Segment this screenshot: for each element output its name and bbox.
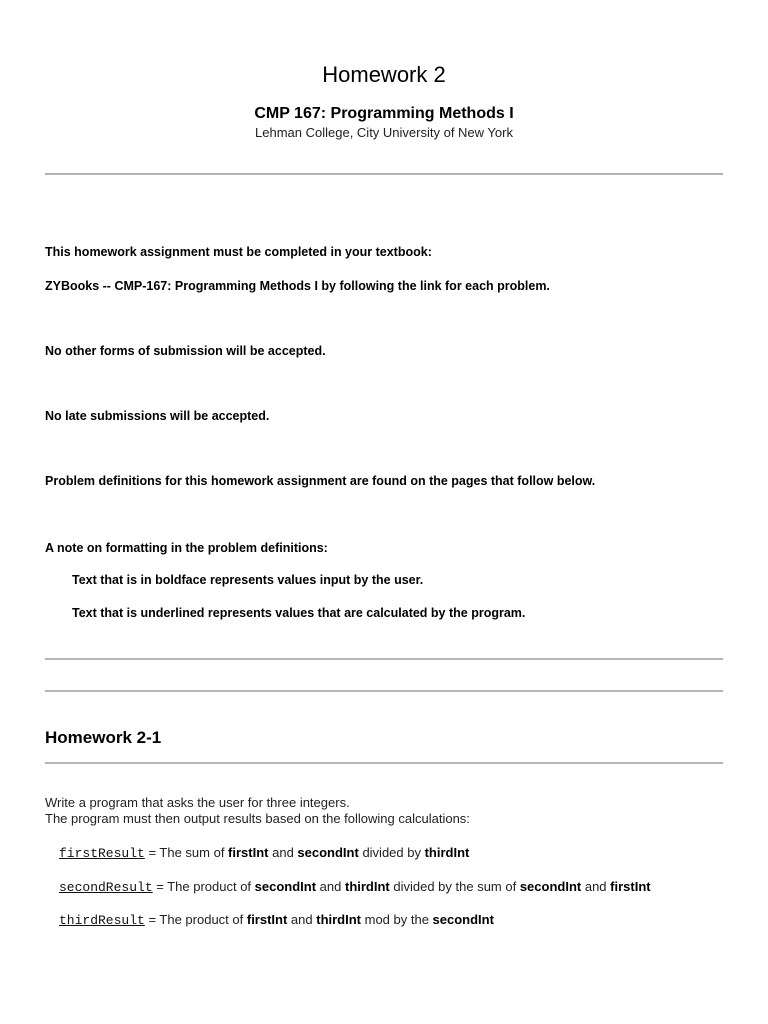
calc-third-result: thirdResult = The product of firstInt and thirdInt mod by the secondInt [59,912,494,928]
calculated-variable: firstResult [59,846,145,861]
calc-second-result: secondResult = The product of secondInt and thirdInt divided by the sum of secondInt and firstInt [59,879,651,895]
input-variable: thirdInt [424,845,470,860]
input-variable: firstInt [228,845,269,860]
calculated-variable: secondResult [59,880,153,895]
course-title: CMP 167: Programming Methods I [254,105,514,122]
input-variable: thirdInt [344,879,390,894]
problem-description-line: Write a program that asks the user for three integers. [45,795,350,810]
input-variable: secondInt [519,879,582,894]
problem-heading: Homework 2-1 [45,728,162,747]
input-variable: thirdInt [316,912,361,927]
formatting-note-bold: Text that is in boldface represents values input by the user. [72,573,424,587]
calc-first-result: firstResult = The sum of firstInt and secondInt divided by thirdInt [59,845,470,861]
intro-problem-definitions: Problem definitions for this homework assignment are found on the pages that follow below. [45,474,596,488]
intro-no-late: No late submissions will be accepted. [45,409,270,423]
divider [45,658,723,660]
input-variable: secondInt [297,845,359,860]
intro-textbook-line: This homework assignment must be completed in your textbook: [45,245,432,259]
calculated-variable: thirdResult [59,913,145,928]
page-title: Homework 2 [322,62,446,87]
input-variable: secondInt [432,912,494,927]
intro-no-other-forms: No other forms of submission will be accepted. [45,344,326,358]
divider [45,762,723,764]
divider [45,690,723,692]
input-variable: firstInt [610,879,651,894]
intro-zybooks-line: ZYBooks -- CMP-167: Programming Methods I by following the link for each problem. [45,279,550,293]
input-variable: firstInt [246,912,288,927]
divider [45,173,723,175]
input-variable: secondInt [254,879,317,894]
institution-name: Lehman College, City University of New York [255,125,513,140]
problem-description-line: The program must then output results based on the following calculations: [45,811,470,826]
formatting-note-heading: A note on formatting in the problem definitions: [45,541,328,555]
formatting-note-underline: Text that is underlined represents values that are calculated by the program. [72,606,526,620]
